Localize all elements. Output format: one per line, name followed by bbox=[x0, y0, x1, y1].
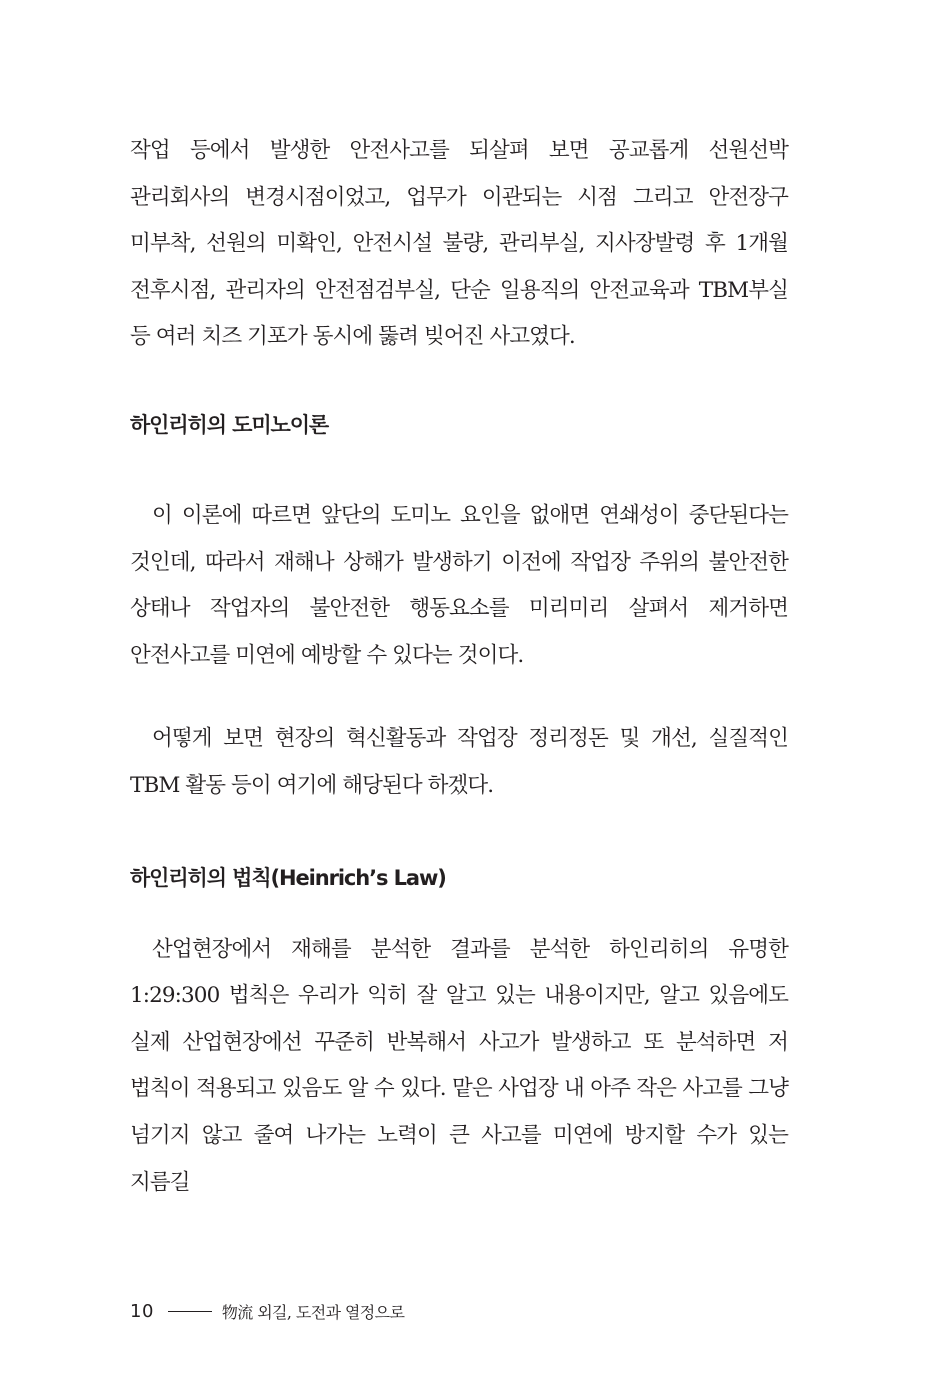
page-content bbox=[130, 128, 788, 1206]
body-paragraph-1: 작업 등에서 발생한 안전사고를 되살펴 보면 공교롭게 선원선박 관리회사의 변경시점이었고, 업무가 이관되는 시점 그리고 안전장구 미부착, 선원의 미확인, 안전시설 불량, 관리부실, 지사장발령 후 1개월 전후시점, 관리자의 안전점검부실, 단순 일용직의 안전교육과 TBM부실 등 여러 치즈 기포가 동시에 뚫려 빚어진 사고였다. bbox=[130, 138, 788, 350]
page-footer bbox=[130, 1296, 404, 1326]
body-paragraph-3: 어떻게 보면 현장의 혁신활동과 작업장 정리정돈 및 개선, 실질적인 TBM 활동 등이 여기에 해당된다 하겠다. bbox=[130, 726, 788, 798]
body-paragraph-2: 이 이론에 따르면 앞단의 도미노 요인을 없애면 연쇄성이 중단된다는 것인데, 따라서 재해나 상해가 발생하기 이전에 작업장 주위의 불안전한 상태나 작업자의 불안전한 행동요소를 미리미리 살펴서 제거하면 안전사고를 미연에 예방할 수 있다는 것이다. bbox=[130, 502, 788, 668]
footer-divider bbox=[168, 1311, 212, 1312]
running-title: 物流 외길, 도전과 열정으로 bbox=[221, 1302, 405, 1322]
section-heading-heinrichs-law: 하인리히의 법칙(Heinrich’s Law) bbox=[130, 865, 446, 890]
body-paragraph-4: 산업현장에서 재해를 분석한 결과를 분석한 하인리히의 유명한 1:29:300 법칙은 우리가 익히 잘 알고 있는 내용이지만, 알고 있음에도 실제 산업현장에선 꾸준히 반복해서 사고가 발생하고 또 분석하면 저 법칙이 적용되고 있음도 알 수 있다. 맡은 사업장 내 아주 작은 사고를 그냥 넘기지 않고 줄여 나가는 노력이 큰 사고를 미연에 방지할 수가 있는 지름길 bbox=[130, 936, 788, 1195]
section-heading-domino-theory: 하인리히의 도미노이론 bbox=[130, 412, 329, 437]
page-number: 10 bbox=[130, 1300, 154, 1322]
